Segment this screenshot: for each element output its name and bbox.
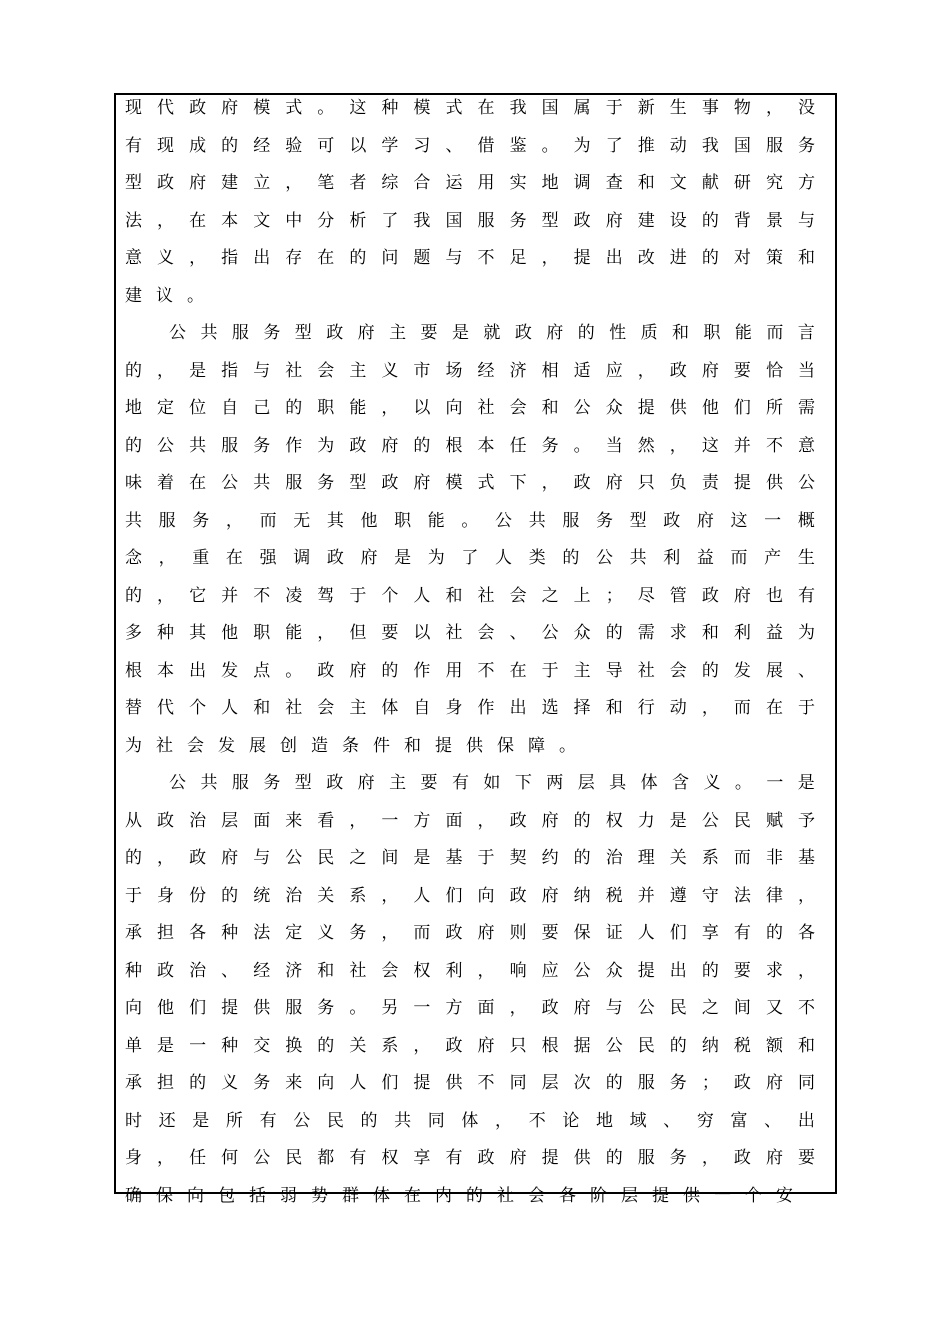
text-line: 味 着 在 公 共 服 务 型 政 府 模 式 下 ， 政 府 只 负 责 提 供 公 bbox=[125, 473, 815, 493]
text-line: 法 ， 在 本 文 中 分 析 了 我 国 服 务 型 政 府 建 设 的 背 景 与 bbox=[125, 210, 815, 231]
text-line: 于 身 份 的 统 治 关 系 ， 人 们 向 政 府 纳 税 并 遵 守 法 律 ， bbox=[125, 885, 815, 906]
text-line: 的 ， 它 并 不 凌 驾 于 个 人 和 社 会 之 上 ； 尽 管 政 府 也 有 bbox=[125, 585, 815, 606]
text-line: 根 本 出 发 点 。 政 府 的 作 用 不 在 于 主 导 社 会 的 发 展 、 bbox=[125, 660, 815, 681]
text-line: 的 ， 是 指 与 社 会 主 义 市 场 经 济 相 适 应 ， 政 府 要 恰 当 bbox=[125, 360, 815, 381]
text-line: 公 共 服 务 型 政 府 主 要 有 如 下 两 层 具 体 含 义 。 一 是 bbox=[169, 773, 815, 793]
text-line: 现 代 政 府 模 式 。 这 种 模 式 在 我 国 属 于 新 生 事 物 ， 没 bbox=[125, 98, 815, 118]
text-line: 建 议 。 bbox=[125, 285, 204, 306]
text-line: 承 担 各 种 法 定 义 务 ， 而 政 府 则 要 保 证 人 们 享 有 的 各 bbox=[125, 923, 815, 943]
text-line: 多 种 其 他 职 能 ， 但 要 以 社 会 、 公 众 的 需 求 和 利 益 为 bbox=[125, 623, 815, 643]
text-line: 共 服 务 ， 而 无 其 他 职 能 。 公 共 服 务 型 政 府 这 一 概 bbox=[125, 510, 815, 531]
text-line: 向 他 们 提 供 服 务 。 另 一 方 面 ， 政 府 与 公 民 之 间 又 不 bbox=[125, 998, 815, 1018]
paragraph-2 bbox=[125, 315, 815, 765]
text-line: 公 共 服 务 型 政 府 主 要 是 就 政 府 的 性 质 和 职 能 而 言 bbox=[169, 323, 815, 343]
text-line: 确 保 向 包 括 弱 势 群 体 在 内 的 社 会 各 阶 层 提 供 一 个 安 bbox=[125, 1185, 793, 1206]
text-line: 的 公 共 服 务 作 为 政 府 的 根 本 任 务 。 当 然 ， 这 并 不 意 bbox=[125, 435, 815, 456]
text-line: 的 ， 政 府 与 公 民 之 间 是 基 于 契 约 的 治 理 关 系 而 非 基 bbox=[125, 848, 815, 868]
text-line: 意 义 ， 指 出 存 在 的 问 题 与 不 足 ， 提 出 改 进 的 对 策 和 bbox=[125, 248, 815, 268]
text-line: 承 担 的 义 务 来 向 人 们 提 供 不 同 层 次 的 服 务 ； 政 府 同 bbox=[125, 1073, 815, 1093]
text-line: 念 ， 重 在 强 调 政 府 是 为 了 人 类 的 公 共 利 益 而 产 生 bbox=[125, 548, 815, 568]
text-line: 种 政 治 、 经 济 和 社 会 权 利 ， 响 应 公 众 提 出 的 要 求 ， bbox=[125, 960, 815, 981]
text-line: 单 是 一 种 交 换 的 关 系 ， 政 府 只 根 据 公 民 的 纳 税 额 和 bbox=[125, 1035, 815, 1056]
paragraph-3 bbox=[125, 765, 815, 1215]
text-line: 有 现 成 的 经 验 可 以 学 习 、 借 鉴 。 为 了 推 动 我 国 服 务 bbox=[125, 135, 815, 156]
text-line: 为 社 会 发 展 创 造 条 件 和 提 供 保 障 。 bbox=[125, 735, 576, 756]
text-line: 身 ， 任 何 公 民 都 有 权 享 有 政 府 提 供 的 服 务 ， 政 府 要 bbox=[125, 1148, 815, 1168]
text-line: 地 定 位 自 己 的 职 能 ， 以 向 社 会 和 公 众 提 供 他 们 所 需 bbox=[125, 398, 815, 418]
document-body bbox=[125, 90, 815, 1215]
text-line: 替 代 个 人 和 社 会 主 体 自 身 作 出 选 择 和 行 动 ， 而 在 于 bbox=[125, 698, 815, 718]
text-line: 时 还 是 所 有 公 民 的 共 同 体 ， 不 论 地 域 、 穷 富 、 出 bbox=[125, 1110, 815, 1131]
text-line: 从 政 治 层 面 来 看 ， 一 方 面 ， 政 府 的 权 力 是 公 民 赋 予 bbox=[125, 810, 815, 831]
text-line: 型 政 府 建 立 ， 笔 者 综 合 运 用 实 地 调 查 和 文 献 研 究 方 bbox=[125, 173, 815, 193]
paragraph-1 bbox=[125, 90, 815, 315]
